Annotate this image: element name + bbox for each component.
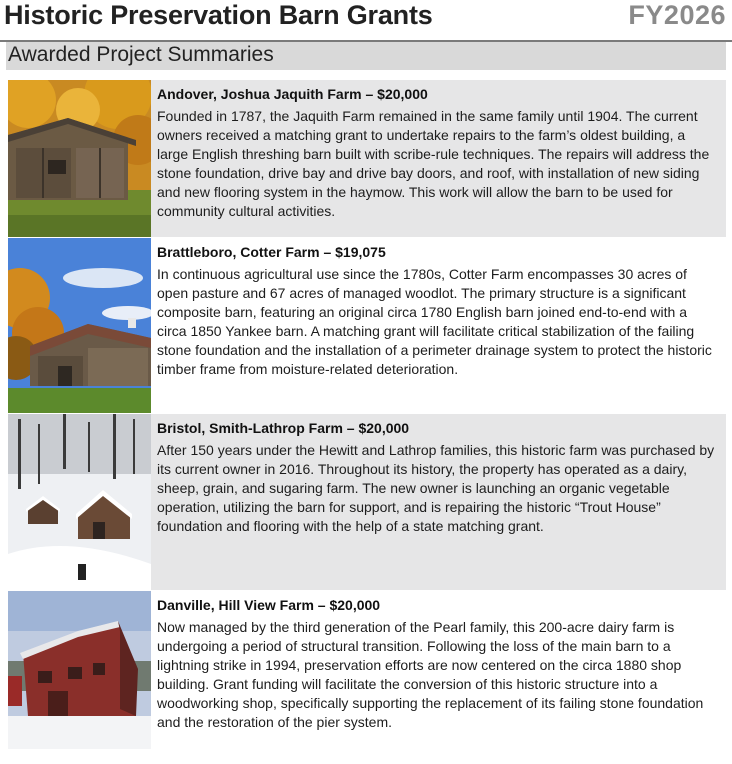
bristol-heading: Bristol, Smith-Lathrop Farm – $20,000 (157, 420, 410, 436)
bristol-text-panel (151, 414, 726, 590)
project-entry-bristol (8, 414, 726, 590)
danville-barn-photo (8, 591, 151, 749)
andover-heading: Andover, Joshua Jaquith Farm – $20,000 (157, 86, 428, 102)
fiscal-year-label: FY2026 (628, 0, 726, 30)
andover-text-panel (151, 80, 726, 237)
page-title: Historic Preservation Barn Grants (4, 0, 433, 30)
project-entry-brattleboro (8, 238, 726, 413)
brattleboro-heading: Brattleboro, Cotter Farm – $19,075 (157, 244, 386, 260)
brattleboro-barn-photo (8, 238, 151, 413)
section-heading-bar (6, 42, 726, 70)
page-header (0, 0, 732, 42)
project-entry-danville (8, 591, 726, 749)
andover-barn-photo (8, 80, 151, 237)
andover-description: Founded in 1787, the Jaquith Farm remained in the same family until 1904. The current owners received a matching grant to undertake repairs to the farm’s oldest building, a large English threshing barn built with scribe-rule techniques. The repairs will address the stone foundation, drive bay and drive bay doors, and roof, with installation of new siding and new flooring system in the haymow. This work will allow the barn to be used for community cultural activities. (157, 108, 710, 219)
bristol-barn-photo (8, 414, 151, 590)
brattleboro-description: In continuous agricultural use since the 1780s, Cotter Farm encompasses 30 acres of open pasture and 67 acres of managed woodlot. The primary structure is a significant composite barn, featuring an original circa 1780 English barn joined end-to-end with a circa 1850 Yankee barn. A matching grant will facilitate critical stabilization of the failing stone foundation and the installation of a perimeter drainage system to protect the historic timber frame from moisture-related deterioration. (157, 266, 712, 377)
section-heading: Awarded Project Summaries (8, 43, 274, 66)
danville-heading: Danville, Hill View Farm – $20,000 (157, 597, 381, 613)
danville-text-panel (151, 591, 726, 749)
brattleboro-text-panel (151, 238, 726, 413)
danville-description: Now managed by the third generation of the Pearl family, this 200-acre dairy farm is undergoing a period of structural transition. Following the loss of the main barn to a lightning strike in 1994, preservation efforts are now centered on the circa 1880 shop building. Grant funding will facilitate the conversion of this historic structure into a woodworking shop, specifically supporting the replacement of its failing stone foundation and the restoration of the pier system. (157, 619, 704, 730)
bristol-description: After 150 years under the Hewitt and Lathrop families, this historic farm was purchased by its current owner in 2016. Throughout its history, the property has operated as a dairy, sheep, grain, and sugaring farm. The new owner is launching an organic vegetable operation, utilizing the barn for support, and is repairing the historic “Trout House” foundation and flooring with the help of a state matching grant. (157, 442, 715, 534)
project-entry-andover (8, 80, 726, 237)
